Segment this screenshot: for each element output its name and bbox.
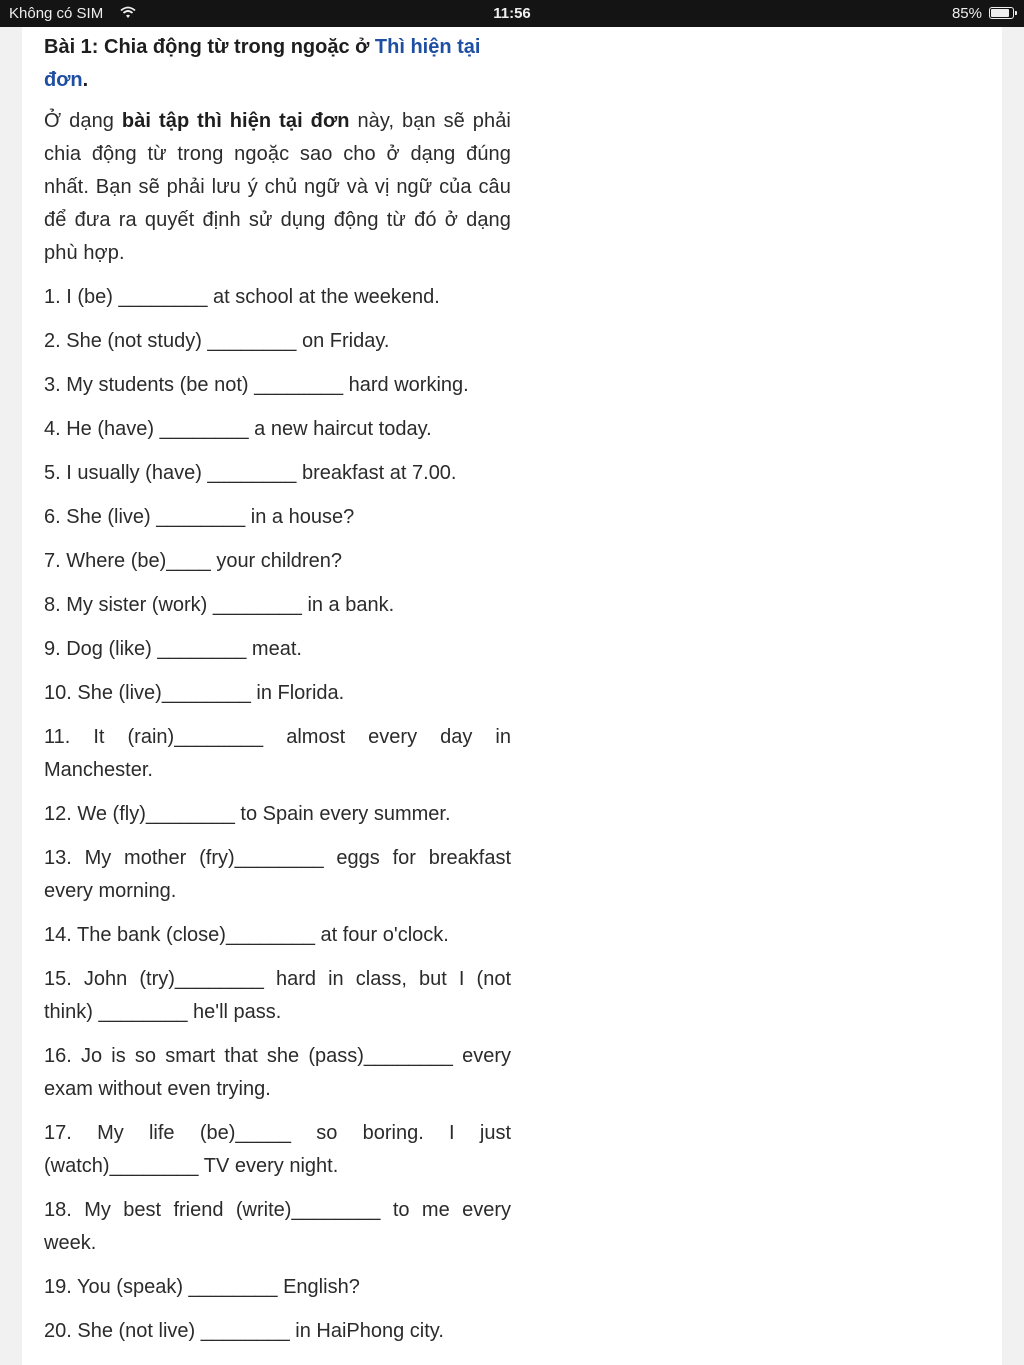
exercise-item-6: 6. She (live) ________ in a house? (44, 506, 355, 528)
article-content (44, 27, 511, 1348)
exercise-heading (44, 31, 511, 97)
exercise-item-16: 16. Jo is so smart that she (pass)________ every exam without even trying. (44, 1045, 511, 1100)
heading-text: Bài 1: Chia động từ trong ngoặc ở (44, 36, 375, 58)
clock: 11:56 (493, 5, 531, 22)
intro-text-rest: này, bạn sẽ phải chia động từ trong ngoặc sao cho ở dạng đúng nhất. Bạn sẽ phải lưu ý chủ ngữ và vị ngữ của câu để đưa ra quyết định sử dụng động từ đó ở dạng phù hợp. (44, 110, 511, 264)
battery-level-fill (991, 9, 1009, 17)
battery-icon (989, 7, 1014, 19)
exercise-item-7: 7. Where (be)____ your children? (44, 550, 342, 572)
exercise-item-1: 1. I (be) ________ at school at the weekend. (44, 286, 440, 308)
exercise-item-5: 5. I usually (have) ________ breakfast at 7.00. (44, 462, 457, 484)
exercise-item-13: 13. My mother (fry)________ eggs for breakfast every morning. (44, 847, 511, 902)
exercise-item-12: 12. We (fly)________ to Spain every summer. (44, 803, 451, 825)
exercise-item-9: 9. Dog (like) ________ meat. (44, 638, 302, 660)
battery-percentage: 85% (951, 5, 982, 22)
exercise-item-18: 18. My best friend (write)________ to me every week. (44, 1199, 511, 1254)
exercise-item-4: 4. He (have) ________ a new haircut today. (44, 418, 432, 440)
carrier-label: Không có SIM (9, 5, 104, 22)
exercise-item-2: 2. She (not study) ________ on Friday. (44, 330, 390, 352)
exercise-item-14: 14. The bank (close)________ at four o'clock. (44, 924, 449, 946)
exercise-item-3: 3. My students (be not) ________ hard working. (44, 374, 469, 396)
exercise-item-17: 17. My life (be)_____ so boring. I just (watch)________ TV every night. (44, 1122, 511, 1177)
intro-bold-text: bài tập thì hiện tại đơn (121, 110, 350, 132)
battery-tip (1015, 11, 1017, 15)
status-bar (0, 0, 1024, 27)
intro-paragraph (44, 105, 511, 270)
heading-link[interactable]: Thì hiện tại đơn (44, 36, 481, 91)
exercise-item-8: 8. My sister (work) ________ in a bank. (44, 594, 395, 616)
exercise-item-20: 20. She (not live) ________ in HaiPhong city. (44, 1320, 444, 1342)
intro-text-start: Ở dạng (44, 110, 122, 132)
web-page[interactable] (22, 27, 1002, 1365)
exercise-item-15: 15. John (try)________ hard in class, but I (not think) ________ he'll pass. (44, 968, 511, 1023)
heading-period: . (82, 69, 89, 91)
exercise-item-19: 19. You (speak) ________ English? (44, 1276, 360, 1298)
exercise-item-10: 10. She (live)________ in Florida. (44, 682, 345, 704)
exercise-item-11: 11. It (rain)________ almost every day in Manchester. (44, 726, 511, 781)
